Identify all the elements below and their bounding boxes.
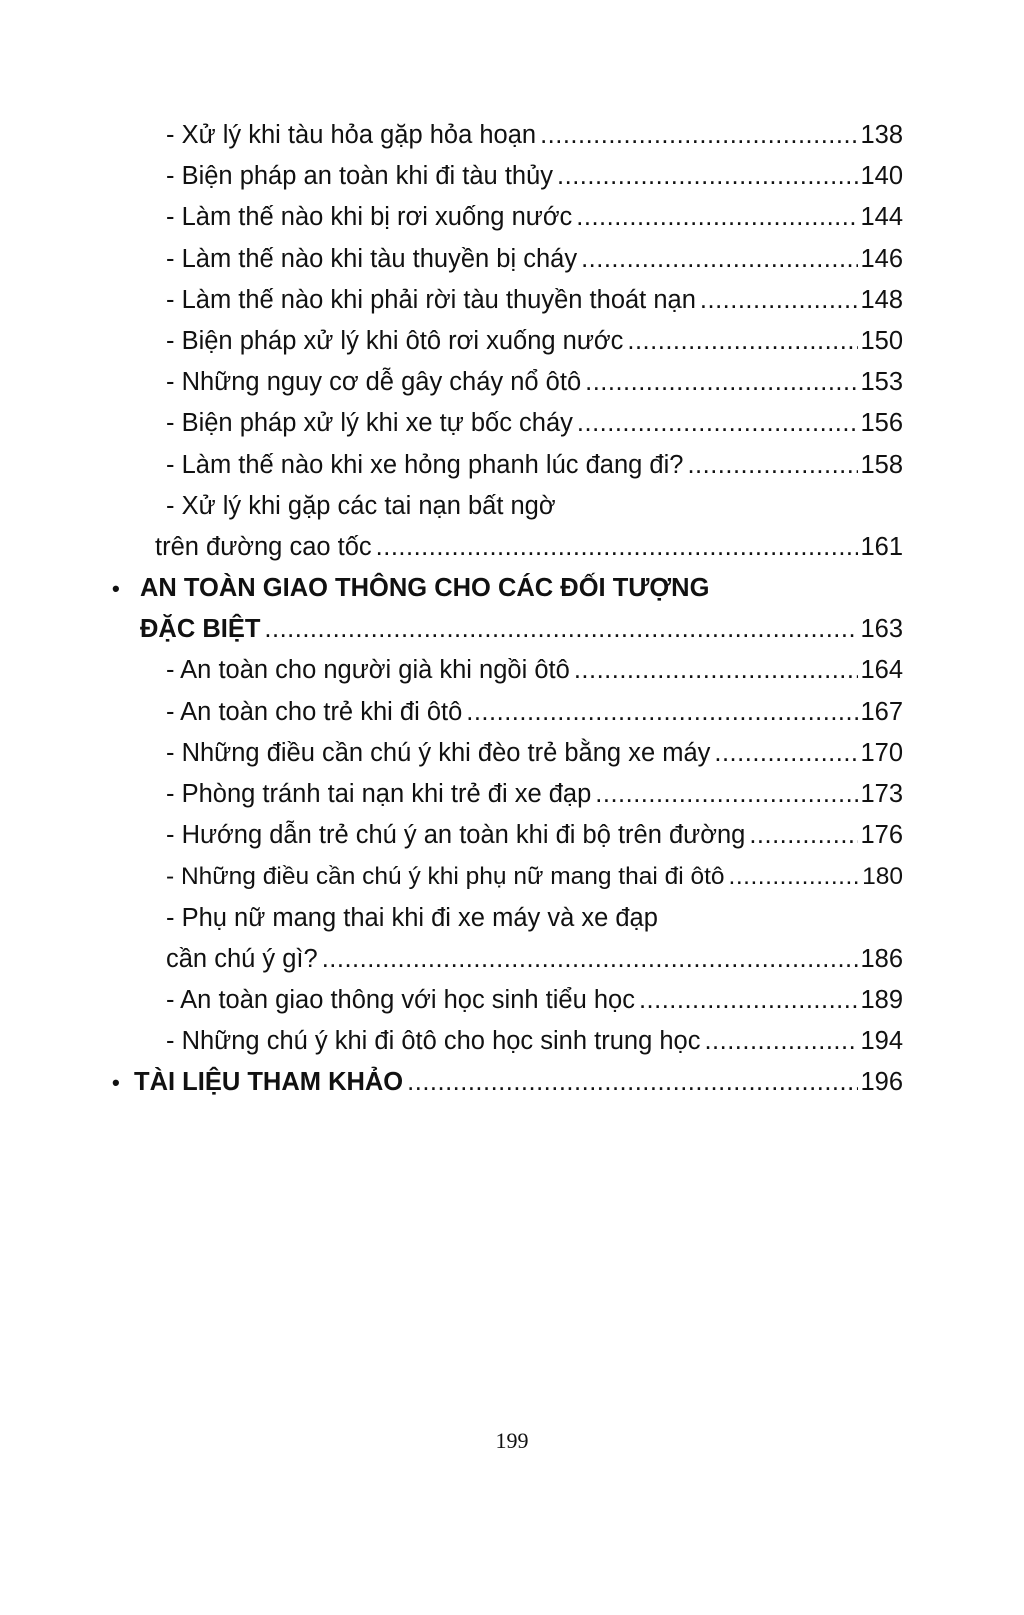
toc-entry-title: - Hướng dẫn trẻ chú ý an toàn khi đi bộ trên đường bbox=[166, 821, 746, 850]
toc-entry-title: - Làm thế nào khi bị rơi xuống nước bbox=[166, 203, 573, 232]
toc-entry-page: 153 bbox=[860, 368, 903, 397]
dot-leader bbox=[466, 692, 858, 733]
toc-entry-page: 146 bbox=[860, 244, 903, 273]
toc-entry-page: 186 bbox=[860, 944, 903, 973]
section-page: 196 bbox=[860, 1068, 903, 1097]
page-number: 199 bbox=[495, 1428, 529, 1453]
dot-leader bbox=[639, 980, 859, 1021]
toc-entry bbox=[0, 403, 1024, 444]
toc-entry-continuation bbox=[0, 939, 1024, 980]
table-of-contents bbox=[0, 115, 1024, 1104]
toc-entry-title: - Làm thế nào khi phải rời tàu thuyền thoát nạn bbox=[166, 285, 696, 314]
toc-entry bbox=[0, 486, 1024, 527]
toc-entry-page: 194 bbox=[860, 1027, 903, 1056]
toc-entry bbox=[0, 445, 1024, 486]
dot-leader bbox=[322, 939, 859, 980]
toc-entry-title: - Biện pháp an toàn khi đi tàu thủy bbox=[166, 162, 554, 191]
toc-entry bbox=[0, 898, 1024, 939]
dot-leader bbox=[574, 650, 859, 691]
toc-entry bbox=[0, 156, 1024, 197]
toc-entry-title: - Làm thế nào khi tàu thuyền bị cháy bbox=[166, 244, 578, 273]
toc-entry bbox=[0, 650, 1024, 691]
toc-entry-page: 180 bbox=[862, 863, 903, 891]
dot-leader bbox=[627, 321, 858, 362]
toc-entry bbox=[0, 733, 1024, 774]
toc-entry bbox=[0, 197, 1024, 238]
dot-leader bbox=[729, 856, 861, 897]
toc-entry-title: - Phòng tránh tai nạn khi trẻ đi xe đạp bbox=[166, 780, 592, 808]
toc-entry bbox=[0, 856, 1024, 897]
dot-leader bbox=[704, 1021, 858, 1062]
toc-entry-page: 158 bbox=[860, 450, 903, 479]
dot-leader bbox=[749, 815, 858, 856]
dot-leader bbox=[576, 197, 858, 238]
dot-leader bbox=[700, 280, 859, 321]
bullet-icon: • bbox=[112, 1070, 120, 1096]
toc-entry-title: - An toàn cho người già khi ngồi ôtô bbox=[166, 656, 570, 685]
section-title: ĐẶC BIỆT bbox=[140, 615, 261, 644]
toc-entry-page: 140 bbox=[860, 162, 903, 191]
toc-entry-page: 176 bbox=[860, 821, 903, 850]
toc-entry-title: - An toàn giao thông với học sinh tiểu học bbox=[166, 985, 635, 1014]
dot-leader bbox=[714, 733, 858, 774]
toc-entry bbox=[0, 1021, 1024, 1062]
dot-leader bbox=[581, 239, 858, 280]
bullet-icon: • bbox=[112, 576, 120, 602]
dot-leader bbox=[540, 115, 858, 156]
toc-entry-continuation bbox=[0, 527, 1024, 568]
toc-entry-page: 148 bbox=[860, 285, 903, 314]
section-title: TÀI LIỆU THAM KHẢO bbox=[134, 1068, 404, 1097]
dot-leader bbox=[264, 609, 858, 650]
toc-entry bbox=[0, 980, 1024, 1021]
dot-leader bbox=[407, 1062, 858, 1103]
toc-entry bbox=[0, 815, 1024, 856]
toc-entry bbox=[0, 774, 1024, 815]
toc-entry-title: cần chú ý gì? bbox=[166, 944, 318, 973]
toc-entry-title: - Phụ nữ mang thai khi đi xe máy và xe đạp bbox=[166, 903, 658, 932]
section-page: 163 bbox=[860, 615, 903, 644]
toc-entry-page: 144 bbox=[860, 203, 903, 232]
toc-entry bbox=[0, 115, 1024, 156]
toc-entry-page: 164 bbox=[860, 656, 903, 685]
section-title: AN TOÀN GIAO THÔNG CHO CÁC ĐỐI TƯỢNG bbox=[140, 574, 710, 603]
toc-entry-title: - Xử lý khi tàu hỏa gặp hỏa hoạn bbox=[166, 121, 537, 149]
dot-leader bbox=[585, 362, 858, 403]
toc-entry-page: 170 bbox=[860, 738, 903, 767]
toc-entry-title: - Làm thế nào khi xe hỏng phanh lúc đang đi? bbox=[166, 450, 684, 479]
toc-entry-title: - Những điều cần chú ý khi phụ nữ mang thai đi ôtô bbox=[166, 863, 725, 891]
toc-entry-title: - Những điều cần chú ý khi đèo trẻ bằng xe máy bbox=[166, 738, 711, 767]
toc-entry-page: 161 bbox=[860, 532, 903, 561]
toc-entry-title: - Những chú ý khi đi ôtô cho học sinh trung học bbox=[166, 1027, 701, 1056]
toc-entry-page: 189 bbox=[860, 985, 903, 1014]
toc-entry-page: 167 bbox=[860, 697, 903, 726]
toc-section-heading bbox=[0, 568, 1024, 609]
dot-leader bbox=[595, 774, 858, 815]
toc-entry-title: - Biện pháp xử lý khi ôtô rơi xuống nước bbox=[166, 326, 624, 355]
toc-entry-page: 173 bbox=[860, 780, 903, 808]
toc-entry-title: - Xử lý khi gặp các tai nạn bất ngờ bbox=[166, 491, 556, 520]
toc-entry bbox=[0, 239, 1024, 280]
dot-leader bbox=[687, 445, 858, 486]
toc-entry bbox=[0, 362, 1024, 403]
toc-entry-page: 150 bbox=[860, 326, 903, 355]
toc-entry-page: 138 bbox=[860, 121, 903, 149]
toc-entry-title: - An toàn cho trẻ khi đi ôtô bbox=[166, 697, 463, 726]
toc-entry-title: - Biện pháp xử lý khi xe tự bốc cháy bbox=[166, 409, 573, 438]
dot-leader bbox=[577, 403, 859, 444]
toc-entry-page: 156 bbox=[860, 409, 903, 438]
dot-leader bbox=[376, 527, 859, 568]
toc-section-heading-continuation bbox=[0, 609, 1024, 650]
toc-entry bbox=[0, 692, 1024, 733]
toc-entry bbox=[0, 321, 1024, 362]
dot-leader bbox=[557, 156, 858, 197]
toc-section-heading bbox=[0, 1062, 1024, 1103]
toc-entry-title: - Những nguy cơ dễ gây cháy nổ ôtô bbox=[166, 368, 582, 397]
toc-entry bbox=[0, 280, 1024, 321]
toc-entry-title: trên đường cao tốc bbox=[155, 532, 372, 561]
